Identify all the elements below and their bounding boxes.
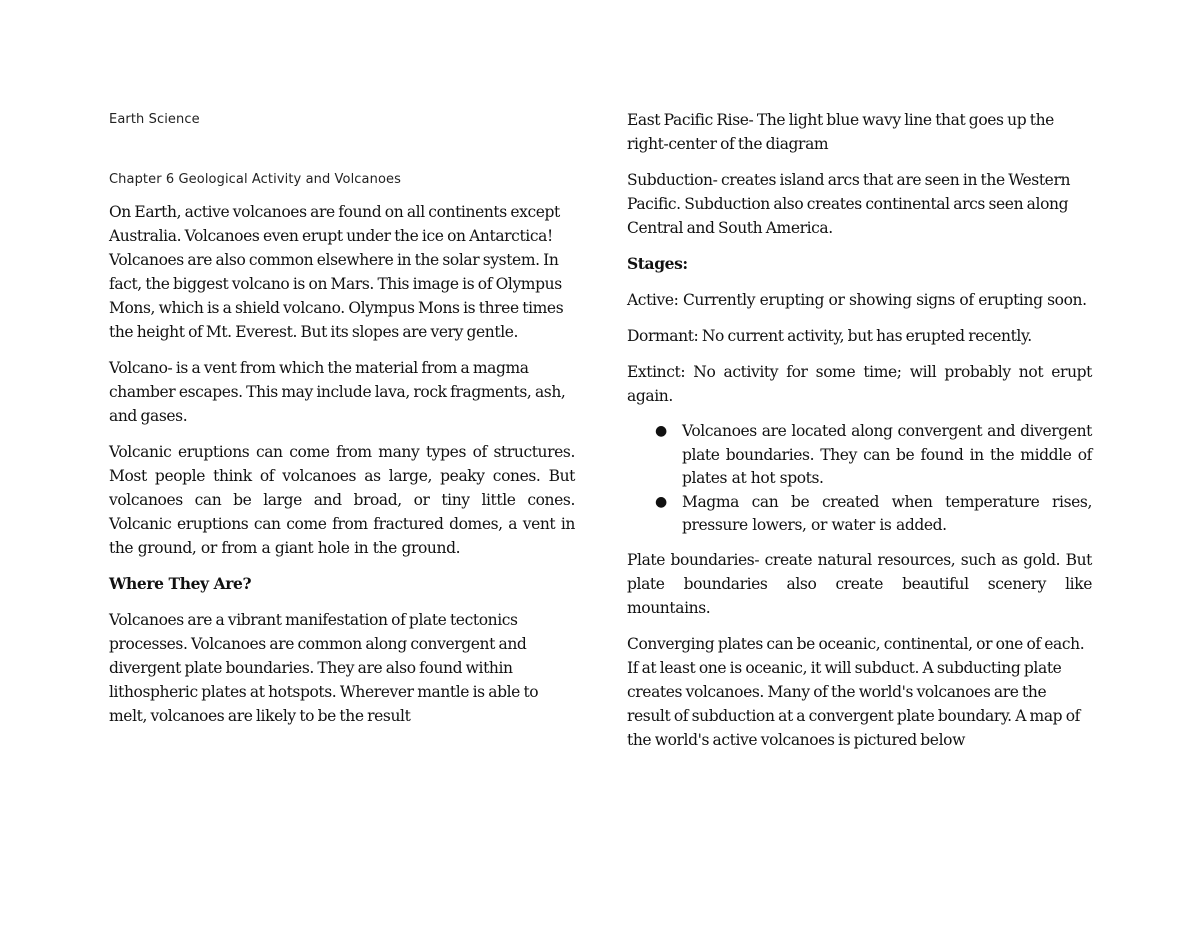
where-they-are-paragraph: Volcanoes are a vibrant manifestation of plate tectonics processes. Volcanoes are common along convergent and divergent plate boundaries. They are also found within lithospheric plates at hotspots. Wherever mantle is able to melt, volcanoes are likely to be the result [109,611,539,725]
bullet-list [627,420,1092,538]
left-column [109,108,575,740]
document-subject: Earth Science [109,112,200,127]
stages-heading: Stages: [627,254,688,273]
plate-boundaries-paragraph: Plate boundaries- create natural resources, such as gold. But plate boundaries also create beautiful scenery like mountains. [627,550,1092,617]
bullet-icon: ● [655,493,667,510]
where-they-are-heading: Where They Are? [109,574,252,593]
bullet-icon: ● [655,423,667,439]
subduction-paragraph: Subduction- creates island arcs that are seen in the Western Pacific. Subduction also creates continental arcs seen along Central and South America. [627,171,1071,237]
east-pacific-rise-paragraph: East Pacific Rise- The light blue wavy line that goes up the right-center of the diagram [627,111,1054,153]
chapter-title: Chapter 6 Geological Activity and Volcanoes [109,172,401,187]
bullet-text: Magma can be created when temperature rises, pressure lowers, or water is added. [682,492,1092,534]
list-item [655,420,1092,491]
right-column [627,108,1092,764]
converging-plates-paragraph: Converging plates can be oceanic, continental, or one of each. If at least one is oceanic, it will subduct. A subducting plate creates volcanoes. Many of the world's volcanoes are the result of subduction at a convergent plate boundary. A map of the world's active volcanoes is pictured below [627,634,1085,749]
eruptions-paragraph: Volcanic eruptions can come from many types of structures. Most people think of volcanoes as large, peaky cones. But volcanoes can be large and broad, or tiny little cones. Volcanic eruptions can come from fractured domes, a vent in the ground, or from a giant hole in the ground. [109,443,575,557]
volcano-definition: Volcano- is a vent from which the material from a magma chamber escapes. This may include lava, rock fragments, ash, and gases. [109,359,566,425]
stage-dormant: Dormant: No current activity, but has erupted recently. [627,327,1032,345]
list-item [655,491,1092,538]
intro-paragraph: On Earth, active volcanoes are found on all continents except Australia. Volcanoes even erupt under the ice on Antarctica! Volcanoes are also common elsewhere in the solar system. In fact, the biggest volcano is on Mars. This image is of Olympus Mons, which is a shield volcano. Olympus Mons is three times the height of Mt. Everest. But its slopes are very gentle. [109,203,564,341]
stage-extinct: Extinct: No activity for some time; will probably not erupt again. [627,363,1092,405]
stage-active: Active: Currently erupting or showing signs of erupting soon. [627,291,1087,309]
bullet-text: Volcanoes are located along convergent and divergent plate boundaries. They can be found in the middle of plates at hot spots. [682,422,1092,487]
